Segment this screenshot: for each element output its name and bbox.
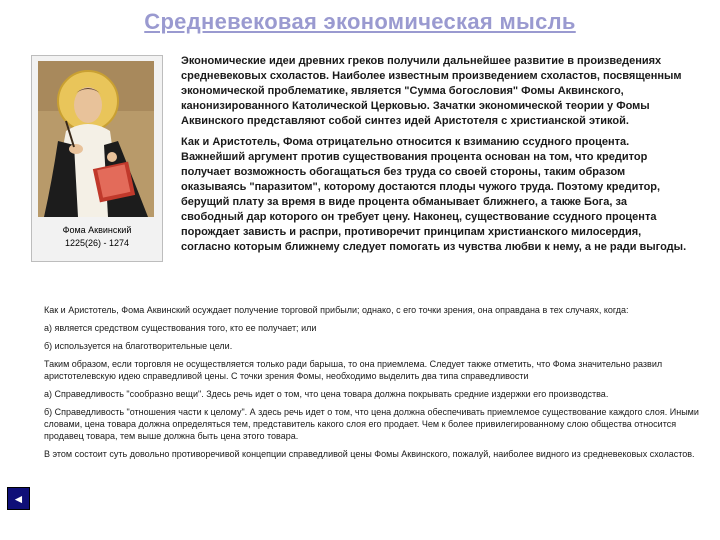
body-text (44, 304, 700, 466)
body-paragraph-4: Таким образом, если торговля не осуществляется только ради барыша, то она приемлема. Следует также отметить, что Фома значительно развил аристотелевскую идею справедливой цены. С точки зрения Фомы, необходимо выделить два типа справедливости (44, 359, 663, 381)
portrait-frame (31, 55, 163, 262)
body-paragraph-1: Как и Аристотель, Фома Аквинский осуждает получение торговой прибыли; однако, с его точки зрения, она оправдана в тех случаях, когда: (44, 305, 629, 315)
intro-paragraph-2: Как и Аристотель, Фома отрицательно относится к взиманию ссудного процента. Важнейший аргумент против существования процента основан на том, что кредитор получает возможность обогащаться без труда со своей стороны, таким образом оказываясь "паразитом", которому достаются плоды чужого труда. Поэтому кредитор, берущий плату за время в виде процента обманывает ближнего, а также Бога, за свободный дар которого он требует цену. Наконец, существование ссудного процента порождает зависть и распри, противоречит принципам христианского милосердия, согласно которым ближнему следует помогать из чувства любви к нему, а не ради выгоды. (181, 136, 687, 253)
intro-text (181, 54, 691, 261)
body-paragraph-7: В этом состоит суть довольно противоречивой концепции справедливой цены Фомы Аквинского, пожалуй, наиболее видного из средневековых схоластов. (44, 449, 695, 459)
caption-years: 1225(26) - 1274 (64, 238, 130, 248)
left-arrow-icon: ◄ (12, 491, 25, 506)
body-paragraph-2: а) является средством существования того, кто ее получает; или (44, 323, 317, 333)
page-title: Средневековая экономическая мысль (144, 9, 576, 34)
thomas-aquinas-portrait (38, 61, 154, 217)
body-paragraph-6: б) Справедливость "отношения части к целому". А здесь речь идет о том, что цена должна обеспечивать приемлемое существование каждого слоя. Иными словами, цена товара должна определяться тем, представитель какого слоя его продает. Чем к более привилегированному слою общества относится продавец товара, тем выше должна быть цена этого товара. (44, 407, 699, 441)
portrait-caption (36, 224, 158, 250)
back-button[interactable] (7, 487, 30, 510)
caption-name: Фома Аквинский (62, 225, 132, 235)
body-paragraph-5: а) Справедливость "сообразно вещи". Здесь речь идет о том, что цена товара должна покрывать средние издержки его производства. (44, 389, 609, 399)
body-paragraph-3: б) используется на благотворительные цели. (44, 341, 233, 351)
intro-paragraph-1: Экономические идеи древних греков получили дальнейшее развитие в произведениях средневековых схоластов. Наиболее известным произведением схоластов, посвященным экономической проблематике, является "Сумма богословия" Фомы Аквинского, канонизированного Католической Церковью. Зачатки экономической теории у Фомы Аквинского представляют собой синтез идей Аристотеля с христианской этикой. (181, 55, 682, 127)
